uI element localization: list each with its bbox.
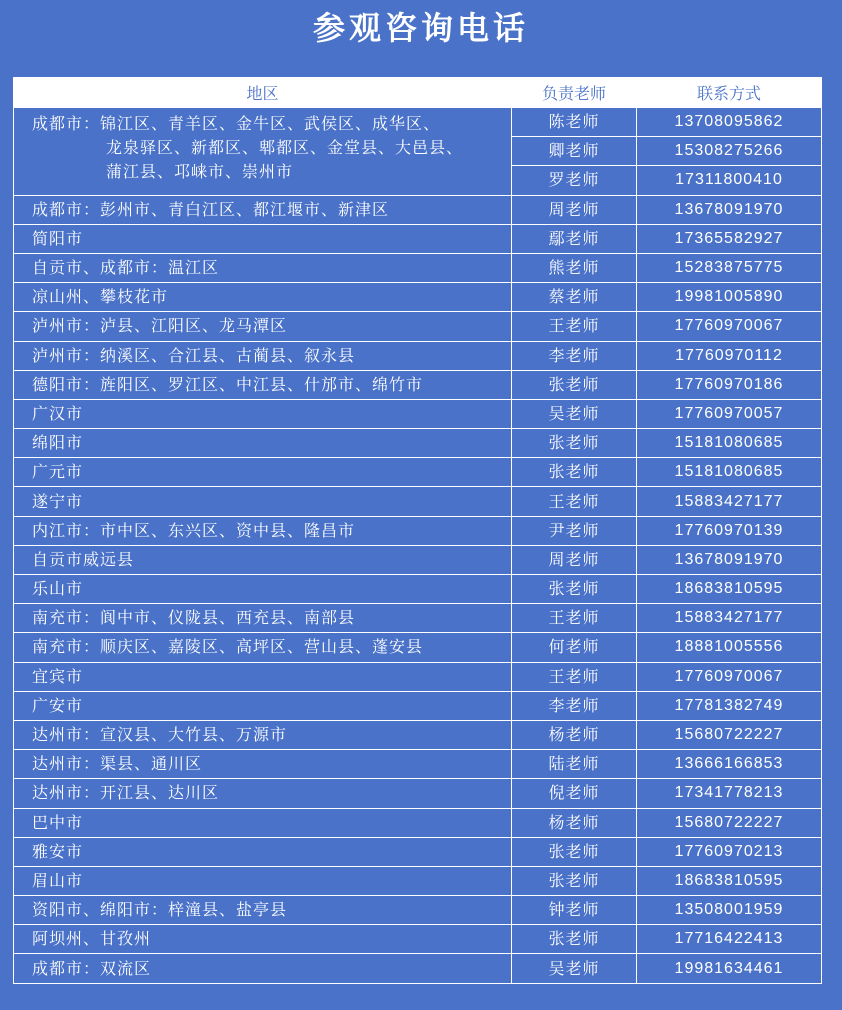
phone-cell[interactable]: 17760970067: [637, 312, 822, 341]
table-header-row: [14, 78, 822, 108]
teacher-cell: 杨老师: [512, 808, 637, 837]
phone-cell[interactable]: 13666166853: [637, 750, 822, 779]
phone-cell[interactable]: 17716422413: [637, 925, 822, 954]
phone-cell[interactable]: 17311800410: [637, 166, 822, 195]
phone-cell[interactable]: 17760970213: [637, 837, 822, 866]
phone-cell[interactable]: 18683810595: [637, 575, 822, 604]
table-row: [14, 604, 822, 633]
region-cell: 眉山市: [14, 866, 512, 895]
table-row: [14, 575, 822, 604]
phone-cell[interactable]: 19981005890: [637, 283, 822, 312]
teacher-cell: 吴老师: [512, 399, 637, 428]
region-cell: 绵阳市: [14, 429, 512, 458]
phone-cell[interactable]: 13678091970: [637, 545, 822, 574]
table-row: [14, 516, 822, 545]
teacher-cell: 张老师: [512, 866, 637, 895]
phone-cell[interactable]: 15181080685: [637, 458, 822, 487]
table-row: [14, 750, 822, 779]
header-teacher: 负责老师: [512, 78, 637, 108]
teacher-cell: 周老师: [512, 195, 637, 224]
region-cell: 乐山市: [14, 575, 512, 604]
region-cell: 泸州市：泸县、江阳区、龙马潭区: [14, 312, 512, 341]
teacher-cell: 张老师: [512, 370, 637, 399]
region-cell: 阿坝州、甘孜州: [14, 925, 512, 954]
region-cell: 遂宁市: [14, 487, 512, 516]
region-line: 龙泉驿区、新都区、郫都区、金堂县、大邑县、: [106, 138, 464, 157]
teacher-cell: 钟老师: [512, 896, 637, 925]
teacher-cell: 张老师: [512, 837, 637, 866]
phone-cell[interactable]: 17760970112: [637, 341, 822, 370]
teacher-cell: 王老师: [512, 604, 637, 633]
teacher-cell: 张老师: [512, 429, 637, 458]
contact-table: [13, 77, 822, 984]
region-line: 蒲江县、邛崃市、崇州市: [106, 162, 294, 181]
teacher-cell: 张老师: [512, 458, 637, 487]
table-row: [14, 487, 822, 516]
region-cell: 内江市：市中区、东兴区、资中县、隆昌市: [14, 516, 512, 545]
region-cell: 广元市: [14, 458, 512, 487]
phone-cell[interactable]: 19981634461: [637, 954, 822, 983]
table-row: [14, 370, 822, 399]
region-cell: 自贡市威远县: [14, 545, 512, 574]
phone-cell[interactable]: 17760970186: [637, 370, 822, 399]
table-row: [14, 691, 822, 720]
teacher-cell: 张老师: [512, 575, 637, 604]
teacher-cell: 卿老师: [512, 137, 637, 166]
teacher-cell: 陆老师: [512, 750, 637, 779]
region-cell: 南充市：顺庆区、嘉陵区、高坪区、营山县、蓬安县: [14, 633, 512, 662]
phone-cell[interactable]: 17341778213: [637, 779, 822, 808]
teacher-cell: 吴老师: [512, 954, 637, 983]
teacher-cell: 张老师: [512, 925, 637, 954]
table-row: [14, 195, 822, 224]
phone-cell[interactable]: 15883427177: [637, 604, 822, 633]
table-row: [14, 312, 822, 341]
teacher-cell: 王老师: [512, 487, 637, 516]
teacher-cell: 倪老师: [512, 779, 637, 808]
table-row: [14, 808, 822, 837]
header-region: 地区: [14, 78, 512, 108]
table-row: [14, 341, 822, 370]
region-cell: 宜宾市: [14, 662, 512, 691]
phone-cell[interactable]: 17365582927: [637, 224, 822, 253]
teacher-cell: 鄢老师: [512, 224, 637, 253]
phone-cell[interactable]: 15283875775: [637, 253, 822, 282]
teacher-cell: 王老师: [512, 312, 637, 341]
table-row: [14, 633, 822, 662]
header-phone: 联系方式: [637, 78, 822, 108]
region-cell: 雅安市: [14, 837, 512, 866]
region-cell: 成都市：彭州市、青白江区、都江堰市、新津区: [14, 195, 512, 224]
table-row: [14, 458, 822, 487]
region-cell: 达州市：宣汉县、大竹县、万源市: [14, 720, 512, 749]
table-row: [14, 866, 822, 895]
phone-cell[interactable]: 15181080685: [637, 429, 822, 458]
phone-cell[interactable]: 15680722227: [637, 808, 822, 837]
region-cell: 资阳市、绵阳市：梓潼县、盐亭县: [14, 896, 512, 925]
region-cell: 巴中市: [14, 808, 512, 837]
region-cell: [14, 108, 512, 196]
phone-cell[interactable]: 15883427177: [637, 487, 822, 516]
region-cell: 自贡市、成都市：温江区: [14, 253, 512, 282]
region-cell: 广安市: [14, 691, 512, 720]
table-row: [14, 896, 822, 925]
region-cell: 简阳市: [14, 224, 512, 253]
region-cell: 成都市：双流区: [14, 954, 512, 983]
teacher-cell: 李老师: [512, 691, 637, 720]
teacher-cell: 王老师: [512, 662, 637, 691]
teacher-cell: 陈老师: [512, 108, 637, 137]
table-row: [14, 925, 822, 954]
teacher-cell: 周老师: [512, 545, 637, 574]
table-row: [14, 545, 822, 574]
table-row: [14, 779, 822, 808]
phone-cell[interactable]: 18683810595: [637, 866, 822, 895]
teacher-cell: 蔡老师: [512, 283, 637, 312]
region-line: 成都市：锦江区、青羊区、金牛区、武侯区、成华区、: [32, 114, 441, 133]
table-row: [14, 837, 822, 866]
phone-cell[interactable]: 15680722227: [637, 720, 822, 749]
teacher-cell: 何老师: [512, 633, 637, 662]
phone-cell[interactable]: 17760970139: [637, 516, 822, 545]
teacher-cell: 尹老师: [512, 516, 637, 545]
teacher-cell: 杨老师: [512, 720, 637, 749]
phone-cell[interactable]: 17781382749: [637, 691, 822, 720]
teacher-cell: 罗老师: [512, 166, 637, 195]
table-row: [14, 253, 822, 282]
region-cell: 凉山州、攀枝花市: [14, 283, 512, 312]
region-cell: 达州市：渠县、通川区: [14, 750, 512, 779]
table-row: [14, 429, 822, 458]
region-cell: 达州市：开江县、达川区: [14, 779, 512, 808]
table-row: [14, 399, 822, 428]
table-row: [14, 720, 822, 749]
phone-cell[interactable]: 13508001959: [637, 896, 822, 925]
region-cell: 泸州市：纳溪区、合江县、古蔺县、叙永县: [14, 341, 512, 370]
phone-cell[interactable]: 17760970067: [637, 662, 822, 691]
page-title: 参观咨询电话: [312, 9, 529, 47]
phone-cell[interactable]: 15308275266: [637, 137, 822, 166]
table-row: [14, 224, 822, 253]
teacher-cell: 熊老师: [512, 253, 637, 282]
phone-cell[interactable]: 17760970057: [637, 399, 822, 428]
phone-cell[interactable]: 13708095862: [637, 108, 822, 137]
table-row: [14, 283, 822, 312]
table-row: [14, 662, 822, 691]
phone-cell[interactable]: 13678091970: [637, 195, 822, 224]
table-row: [14, 108, 822, 137]
region-cell: 广汉市: [14, 399, 512, 428]
region-cell: 德阳市：旌阳区、罗江区、中江县、什邡市、绵竹市: [14, 370, 512, 399]
table-row: [14, 954, 822, 983]
teacher-cell: 李老师: [512, 341, 637, 370]
region-cell: 南充市：阆中市、仪陇县、西充县、南部县: [14, 604, 512, 633]
phone-cell[interactable]: 18881005556: [637, 633, 822, 662]
